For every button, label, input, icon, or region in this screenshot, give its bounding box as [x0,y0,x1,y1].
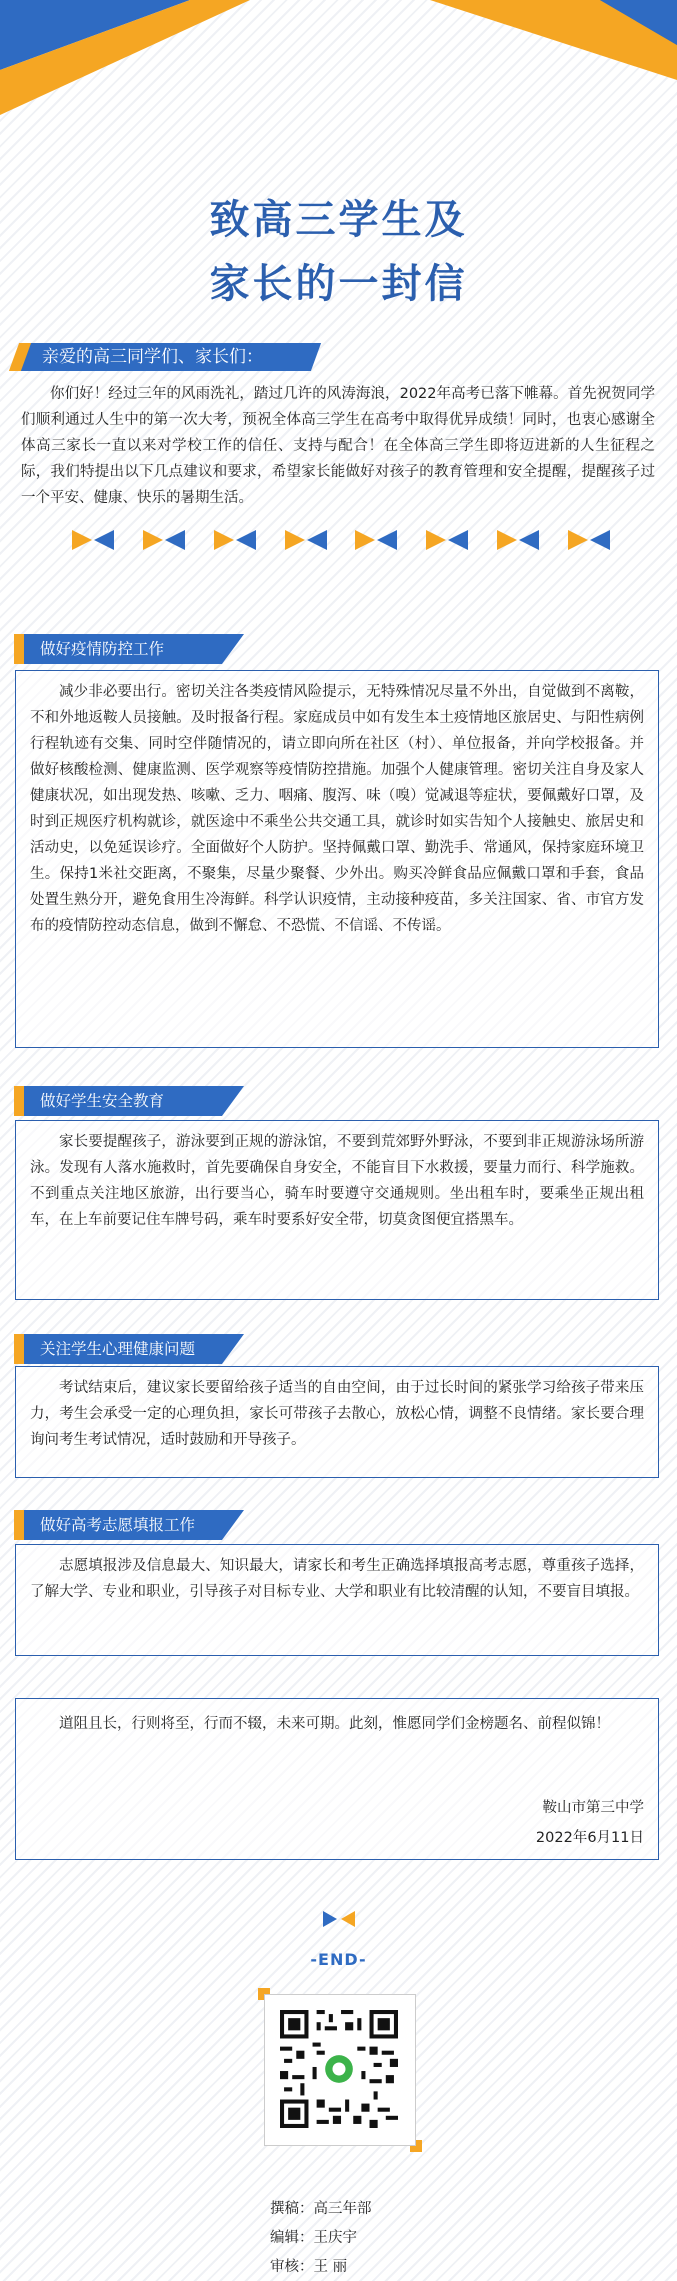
greeting-text: 亲爱的高三同学们、家长们： [42,347,263,367]
closing-box [15,1698,659,1860]
arrow-divider-icon [214,528,258,552]
arrow-divider-icon [568,528,612,552]
page-title-line2: 家长的一封信 [209,261,468,307]
arrow-divider-icon [285,528,329,552]
header-corner-decoration [0,0,677,130]
greeting-banner [14,343,314,371]
section-box-epidemic [15,670,659,1048]
section-body: 志愿填报涉及信息最大、知识最大，请家长和考生正确选择填报高考志愿，尊重孩子选择，了解大学、专业和职业，引导孩子对目标专业、大学和职业有比较清醒的认知，不要盲目填报。 [30,1558,644,1600]
section-box-safety [15,1120,659,1300]
closing-signature: 鞍山市第三中学 [542,1800,644,1816]
section-heading-text: 做好学生安全教育 [40,1092,165,1110]
section-heading-mental [14,1334,244,1364]
credit-reviewer: 审核：王 丽 [270,2259,348,2275]
arrow-divider [72,528,612,558]
arrow-divider-icon [497,528,541,552]
arrow-divider-icon [143,528,187,552]
bowtie-icon [323,1911,357,1929]
section-heading-epidemic [14,634,244,664]
page-title-line1: 致高三学生及 [209,197,468,243]
section-heading-text: 做好高考志愿填报工作 [40,1516,196,1534]
section-body: 减少非必要出行。密切关注各类疫情风险提示，无特殊情况尽量不外出，自觉做到不离鞍，不和外地返鞍人员接触。及时报备行程。家庭成员中如有发生本土疫情地区旅居史、与阳性病例行程轨迹有交集、同时空伴随情况的，请立即向所在社区（村）、单位报备，并向学校报备。并做好核酸检测、健康监测、医学观察等疫情防控措施。加强个人健康管理。密切关注自身及家人健康状况，如出现发热、咳嗽、乏力、咽痛、腹泻、味（嗅）觉减退等症状，要佩戴好口罩，及时到正规医疗机构就诊，就医途中不乘坐公共交通工具，就诊时如实告知个人接触史、旅居史和活动史，以免延误诊疗。全面做好个人防护。坚持佩戴口罩、勤洗手、常通风，保持家庭环境卫生。保持1米社交距离，不聚集，尽量少聚餐、少外出。购买冷鲜食品应佩戴口罩和手套，食品处置生熟分开，避免食用生冷海鲜。科学认识疫情，主动接种疫苗，多关注国家、省、市官方发布的疫情防控动态信息，做到不懈怠、不恐慌、不信谣、不传谣。 [30,684,644,934]
section-body: 考试结束后，建议家长要留给孩子适当的自由空间，由于过长时间的紧张学习给孩子带来压力，考生会承受一定的心理负担，家长可带孩子去散心，放松心情，调整不良情绪。家长要合理询问考生考试情况，适时鼓励和开导孩子。 [30,1380,644,1448]
credit-writer: 撰稿：高三年部 [270,2201,372,2217]
section-heading-text: 做好疫情防控工作 [40,640,165,658]
credit-editor: 编辑：王庆宇 [270,2230,357,2246]
qr-frame [258,1988,422,2152]
section-body: 家长要提醒孩子，游泳要到正规的游泳馆，不要到荒郊野外野泳，不要到非正规游泳场所游泳。发现有人落水施救时，首先要确保自身安全，不能盲目下水救援，要量力而行、科学施救。不到重点关注地区旅游，出行要当心，骑车时要遵守交通规则。坐出租车时，要乘坐正规出租车，在上车前要记住车牌号码，乘车时要系好安全带，切莫贪图便宜搭黑车。 [30,1134,644,1228]
closing-text: 道阻且长，行则将至，行而不辍，未来可期。此刻，惟愿同学们金榜题名、前程似锦！ [59,1716,610,1732]
intro-paragraph: 你们好！经过三年的风雨洗礼，踏过几许的风涛海浪，2022年高考已落下帷幕。首先祝贺同学们顺利通过人生中的第一次大考，预祝全体高三学生在高考中取得优异成绩！同时，也衷心感谢全体高三家长一直以来对学校工作的信任、支持与配合！在全体高三学生即将迈进新的人生征程之际，我们特提出以下几点建议和要求，希望家长能做好对孩子的教育管理和安全提醒，提醒孩子过一个平安、健康、快乐的暑期生活。 [21,386,655,506]
section-heading-application [14,1510,244,1540]
section-box-mental [15,1366,659,1478]
section-heading-safety [14,1086,244,1116]
section-heading-text: 关注学生心理健康问题 [40,1340,196,1358]
section-box-application [15,1544,659,1656]
end-label: -END- [310,1950,367,1969]
closing-date: 2022年6月11日 [535,1830,644,1846]
arrow-divider-icon [426,528,470,552]
arrow-divider-icon [72,528,116,552]
arrow-divider-icon [355,528,399,552]
qr-code-icon[interactable] [280,2010,398,2128]
